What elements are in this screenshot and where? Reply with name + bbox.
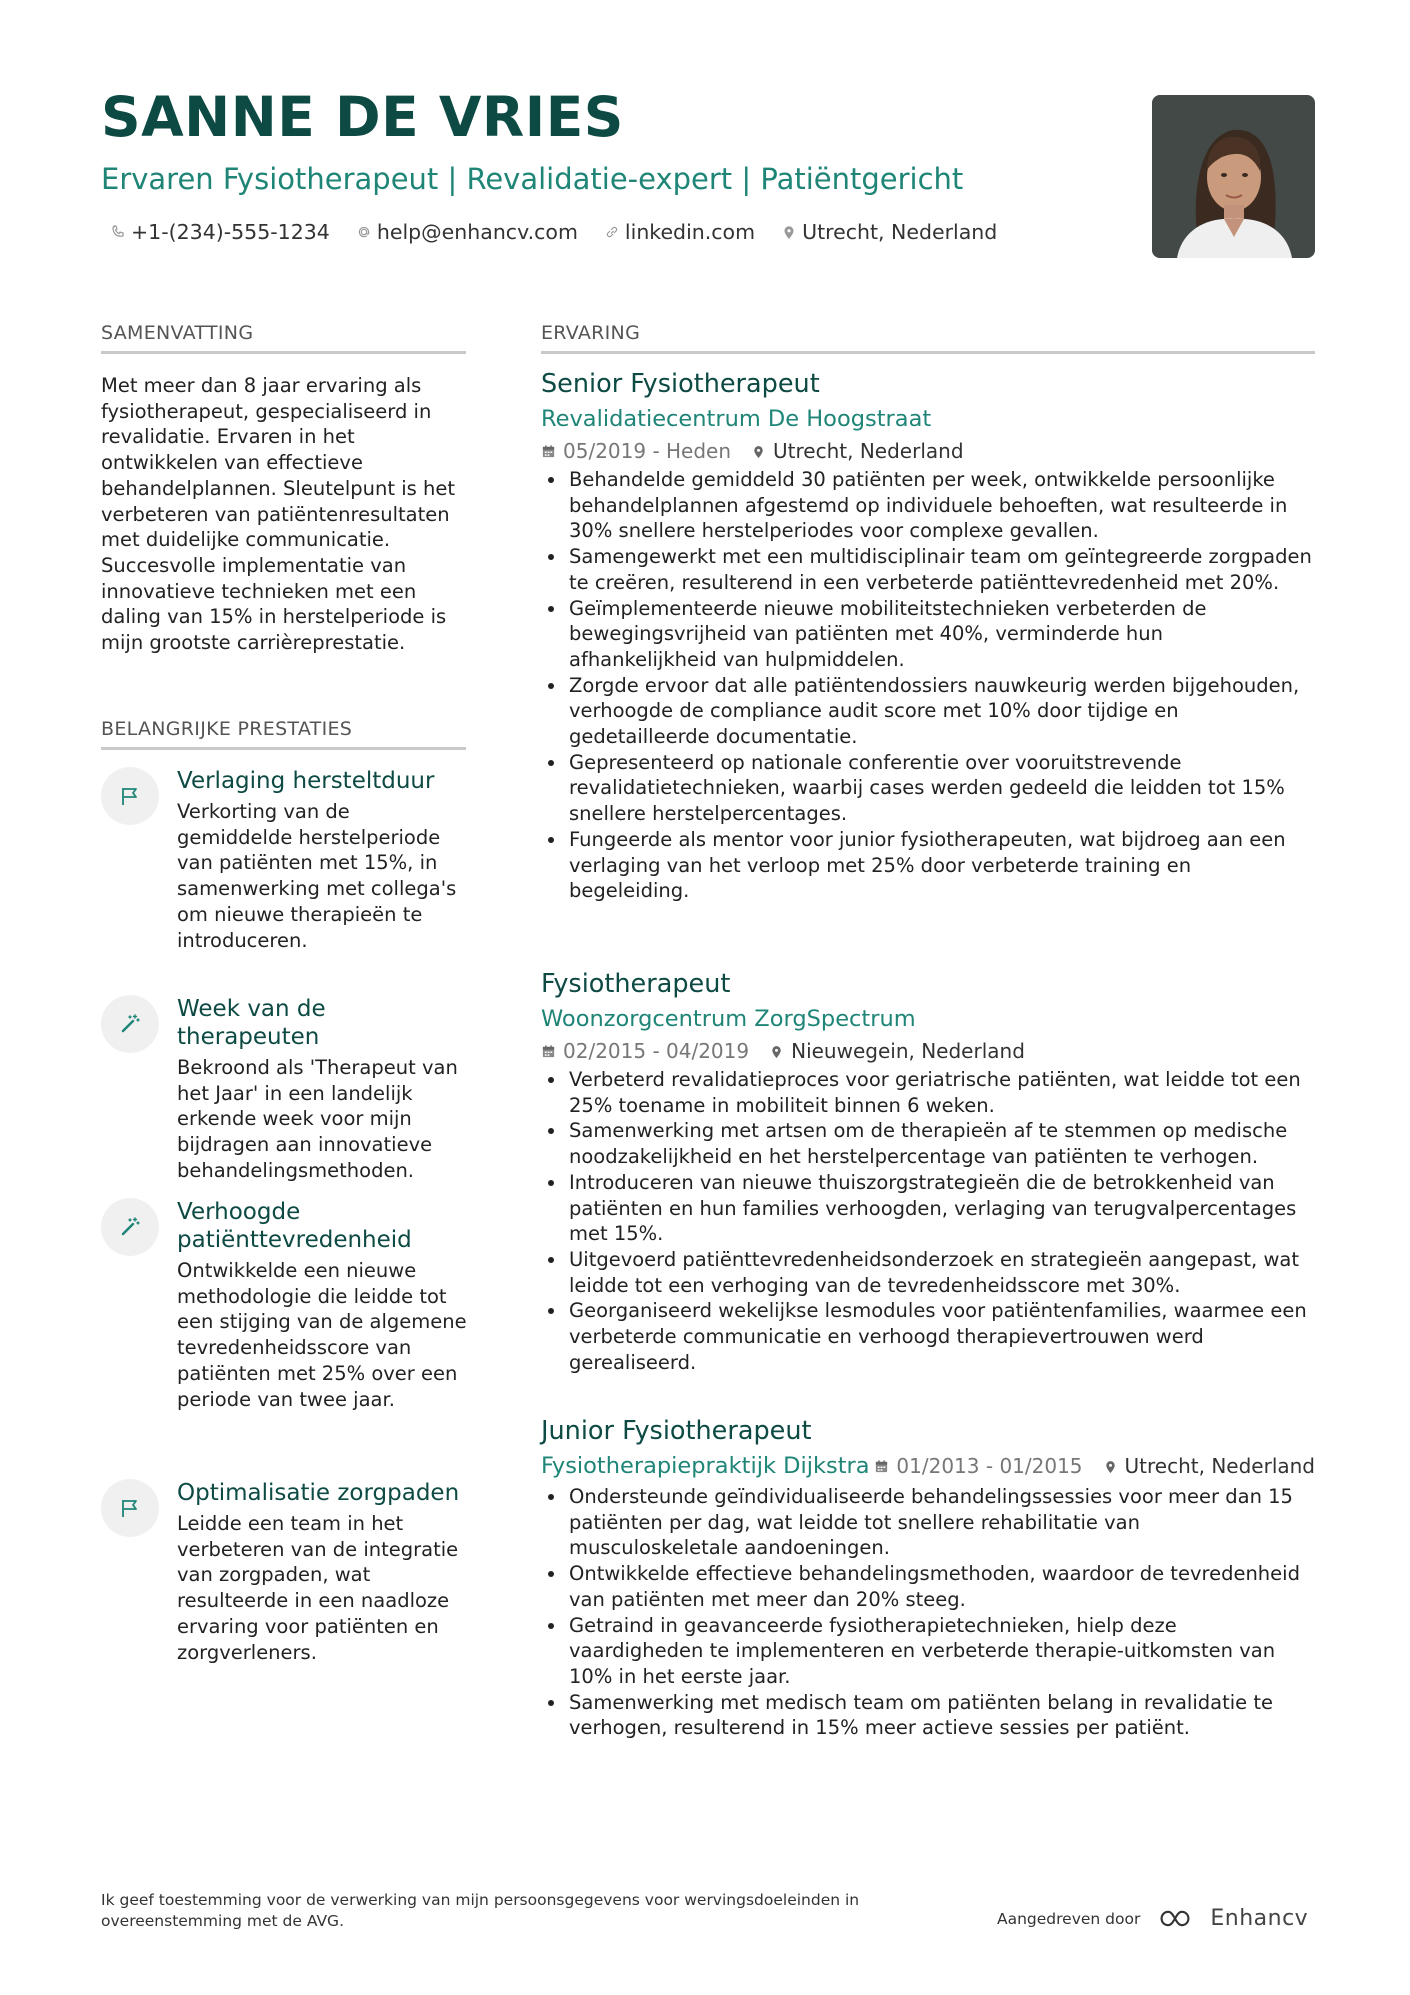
job-entry <box>541 368 1315 904</box>
job-bullet: Ondersteunde geïndividualiseerde behandelingssessies voor meer dan 15 patiënten per dag, wat leidde tot snellere rehabilitatie van musculoskeletale aandoeningen. <box>541 1484 1315 1561</box>
job-title: Fysiotherapeut <box>541 969 731 999</box>
calendar-icon <box>541 1044 556 1059</box>
summary-section-title: SAMENVATTING <box>101 322 466 354</box>
location-text: Utrecht, Nederland <box>802 220 998 244</box>
location-pin-icon <box>1103 1459 1118 1474</box>
magic-wand-icon <box>118 1012 142 1036</box>
summary-text: Met meer dan 8 jaar ervaring als fysiotherapeut, gespecialiseerd in revalidatie. Ervaren in het ontwikkelen van effectieve behandelplannen. Sleutelpunt is het verbeteren van patiëntenresultaten met duidelijke communicatie. Succesvolle implementatie van innovatieve technieken met een daling van 15% in herstelperiode is mijn grootste carrièreprestatie. <box>101 374 455 655</box>
job-meta <box>541 438 1315 464</box>
job-company: Woonzorgcentrum ZorgSpectrum <box>541 1006 916 1032</box>
experience-section-title: ERVARING <box>541 322 1315 354</box>
contact-phone[interactable] <box>110 220 330 244</box>
job-location: Nieuwegein, Nederland <box>791 1039 1025 1063</box>
location-pin-icon <box>769 1044 784 1059</box>
job-bullet: Uitgevoerd patiënttevredenheidsonderzoek en strategieën aangepast, wat leidde tot een verhoging van de tevredenheidsscore met 30%. <box>541 1247 1315 1298</box>
job-bullet: Geïmplementeerde nieuwe mobiliteitstechnieken verbeterden de bewegingsvrijheid van patiënten met 40%, verminderde hun afhankelijkheid van hulpmiddelen. <box>541 596 1315 673</box>
job-company-meta-row <box>541 1451 1315 1481</box>
linkedin-text: linkedin.com <box>624 220 756 244</box>
achievement-text: Leidde een team in het verbeteren van de integratie van zorgpaden, wat resulteerde in een naadloze ervaring voor patiënten en zorgverleners. <box>177 1512 459 1664</box>
job-bullets <box>541 1067 1315 1375</box>
job-title: Senior Fysiotherapeut <box>541 369 820 399</box>
job-bullet: Samengewerkt met een multidisciplinair team om geïntegreerde zorgpaden te creëren, resulterend in een verbeterde patiënttevredenheid met 20%. <box>541 544 1315 595</box>
magic-wand-icon <box>118 1215 142 1239</box>
email-text: help@enhancv.com <box>376 220 578 244</box>
job-bullet: Ontwikkelde effectieve behandelingsmethoden, waardoor de tevredenheid van patiënten met meer dan 20% steeg. <box>541 1561 1315 1612</box>
contact-email[interactable] <box>356 220 578 244</box>
job-dates: 05/2019 - Heden <box>563 439 732 463</box>
achievement-text: Verkorting van de gemiddelde herstelperiode van patiënten met 15%, in samenwerking met collega's om nieuwe therapieën te introduceren. <box>177 800 457 952</box>
location-pin-icon <box>781 224 797 240</box>
job-meta <box>541 1038 1315 1064</box>
achievement-title: Week van de therapeuten <box>177 996 326 1050</box>
job-company: Fysiotherapiepraktijk Dijkstra <box>541 1453 870 1479</box>
job-bullets <box>541 1484 1315 1741</box>
candidate-tagline: Ervaren Fysiotherapeut | Revalidatie-expert | Patiëntgericht <box>101 162 964 196</box>
job-meta <box>874 1453 1315 1479</box>
achievement-title: Verhoogde patiënttevredenheid <box>177 1199 412 1253</box>
job-dates: 01/2013 - 01/2015 <box>896 1454 1083 1478</box>
phone-text: +1-(234)-555-1234 <box>131 220 330 244</box>
job-company: Revalidatiecentrum De Hoogstraat <box>541 406 932 432</box>
achievement-icon-wrapper <box>101 995 159 1053</box>
job-bullet: Getraind in geavanceerde fysiotherapietechnieken, hielp deze vaardigheden te implementeren en verbeterde therapie-uitkomsten van 10% in het eerste jaar. <box>541 1613 1315 1690</box>
achievement-icon-wrapper <box>101 1198 159 1256</box>
achievement-text: Ontwikkelde een nieuwe methodologie die leidde tot een stijging van de algemene tevredenheidsscore van patiënten met 25% over een periode van twee jaar. <box>177 1259 467 1411</box>
contact-row <box>110 220 997 244</box>
profile-photo <box>1152 95 1315 258</box>
link-icon <box>604 224 620 240</box>
powered-by[interactable] <box>997 1906 1308 1931</box>
job-bullet: Samenwerking met medisch team om patiënten belang in revalidatie te verhogen, resulterend in 15% meer actieve sessies per patiënt. <box>541 1690 1315 1741</box>
flag-icon <box>118 784 142 808</box>
achievements-section-title: BELANGRIJKE PRESTATIES <box>101 718 466 750</box>
phone-icon <box>110 224 126 240</box>
powered-by-label: Aangedreven door <box>997 1909 1141 1928</box>
achievement-title: Optimalisatie zorgpaden <box>177 1480 460 1506</box>
job-bullet: Samenwerking met artsen om de therapieën af te stemmen op medische noodzakelijkheid en het herstelpercentage van patiënten te verhogen. <box>541 1118 1315 1169</box>
job-bullet: Gepresenteerd op nationale conferentie over vooruitstrevende revalidatietechnieken, waarbij cases werden gedeeld die leidden tot 15% snellere herstelpercentages. <box>541 750 1315 827</box>
calendar-icon <box>874 1459 889 1474</box>
at-icon <box>356 224 372 240</box>
job-location: Utrecht, Nederland <box>773 439 964 463</box>
calendar-icon <box>541 444 556 459</box>
job-bullet: Zorgde ervoor dat alle patiëntendossiers nauwkeurig werden bijgehouden, verhoogde de compliance audit score met 10% door tijdige en gedetailleerde documentatie. <box>541 673 1315 750</box>
consent-note: Ik geef toestemming voor de verwerking van mijn persoonsgegevens voor wervingsdoeleinden in overeenstemming met de AVG. <box>101 1891 860 1930</box>
job-dates: 02/2015 - 04/2019 <box>563 1039 750 1063</box>
contact-linkedin[interactable] <box>604 220 755 244</box>
achievement-icon-wrapper <box>101 1479 159 1537</box>
contact-location <box>781 220 997 244</box>
job-entry <box>541 968 1315 1375</box>
achievement-icon-wrapper <box>101 767 159 825</box>
brand-name: Enhancv <box>1210 1906 1309 1931</box>
job-bullet: Georganiseerd wekelijkse lesmodules voor patiëntenfamilies, waarmee een verbeterde communicatie en verhoogd therapievertrouwen werd gerealiseerd. <box>541 1298 1315 1375</box>
job-bullets <box>541 467 1315 904</box>
flag-icon <box>118 1496 142 1520</box>
job-entry <box>541 1415 1315 1741</box>
candidate-name: SANNE DE VRIES <box>101 85 624 149</box>
location-pin-icon <box>751 444 766 459</box>
achievement-title: Verlaging hersteltduur <box>177 768 435 794</box>
job-location: Utrecht, Nederland <box>1124 1454 1315 1478</box>
achievement-text: Bekroond als 'Therapeut van het Jaar' in een landelijk erkende week voor mijn bijdragen aan innovatieve behandelingsmethoden. <box>177 1056 458 1182</box>
job-bullet: Verbeterd revalidatieproces voor geriatrische patiënten, wat leidde tot een 25% toename in mobiliteit binnen 6 weken. <box>541 1067 1315 1118</box>
job-bullet: Fungeerde als mentor voor junior fysiotherapeuten, wat bijdroeg aan een verlaging van het verloop met 25% door verbeterde training en begeleiding. <box>541 827 1315 904</box>
job-title: Junior Fysiotherapeut <box>541 1416 812 1446</box>
job-bullet: Behandelde gemiddeld 30 patiënten per week, ontwikkelde persoonlijke behandelplannen afgestemd op individuele behoeften, wat resulteerde in 30% snellere herstelperiodes voor complexe gevallen. <box>541 467 1315 544</box>
enhancv-logo-icon <box>1152 1907 1198 1930</box>
job-bullet: Introduceren van nieuwe thuiszorgstrategieën die de betrokkenheid van patiënten en hun families verhoogden, verlaging van terugvalpercentages met 15%. <box>541 1170 1315 1247</box>
